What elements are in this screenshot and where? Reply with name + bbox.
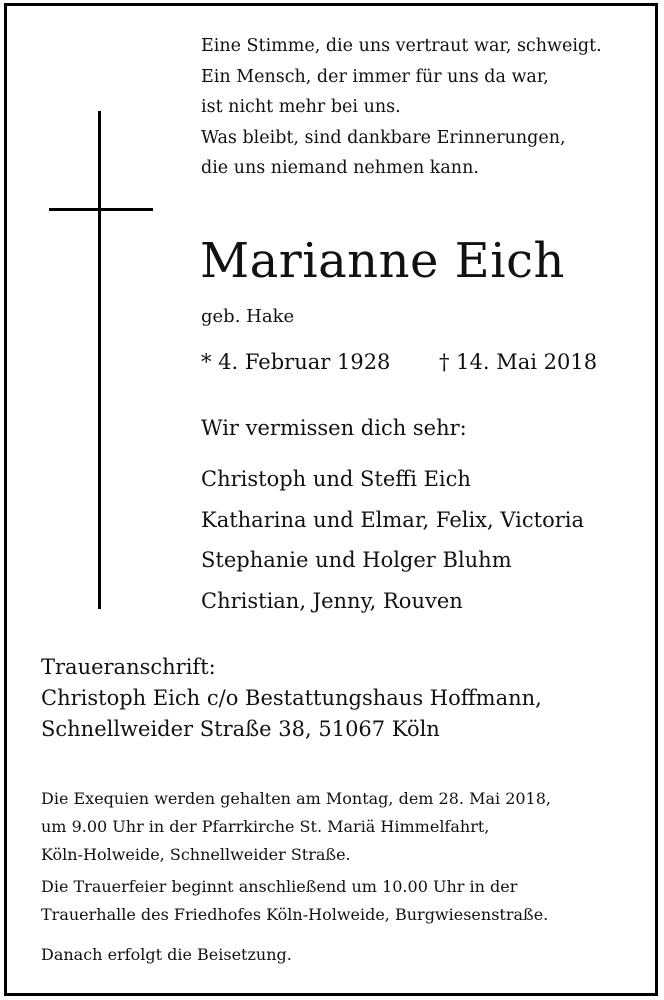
cross-icon (98, 111, 101, 609)
mourners-intro: Wir vermissen dich sehr: (201, 416, 467, 440)
deceased-name: Marianne Eich (200, 233, 565, 289)
address-line: Christoph Eich c/o Bestattungshaus Hoffmann, (41, 686, 542, 710)
cross-icon-bar (49, 208, 153, 211)
memorial-poem (201, 31, 602, 184)
poem-line: Eine Stimme, die uns vertraut war, schweigt. (201, 36, 602, 56)
mourner-line: Katharina und Elmar, Felix, Victoria (201, 507, 585, 532)
maiden-name: geb. Hake (201, 306, 295, 327)
address-line: Schnellweider Straße 38, 51067 Köln (41, 717, 440, 741)
burial-info (41, 941, 631, 969)
memorial-line: Die Trauerfeier beginnt anschließend um 10.00 Uhr in der (41, 877, 518, 896)
birth-date: * 4. Februar 1928 (201, 350, 391, 374)
exequies-info (41, 785, 631, 869)
poem-line: Ein Mensch, der immer für uns da war, (201, 66, 549, 87)
exequies-line: um 9.00 Uhr in der Pfarrkirche St. Mariä Himmelfahrt, (41, 817, 490, 836)
burial-line: Danach erfolgt die Beisetzung. (41, 945, 292, 964)
memorial-line: Trauerhalle des Friedhofes Köln-Holweide, Burgwiesenstraße. (41, 905, 549, 924)
death-date: † 14. Mai 2018 (439, 350, 598, 374)
mourning-address (41, 652, 542, 745)
mourner-line: Christoph und Steffi Eich (201, 467, 471, 491)
poem-line: ist nicht mehr bei uns. (201, 97, 401, 117)
poem-line: die uns niemand nehmen kann. (201, 158, 479, 178)
address-heading: Traueranschrift: (41, 655, 216, 679)
exequies-line: Köln-Holweide, Schnellweider Straße. (41, 845, 351, 864)
memorial-service-info (41, 873, 631, 929)
poem-line: Was bleibt, sind dankbare Erinnerungen, (201, 127, 566, 148)
mourner-line: Christian, Jenny, Rouven (201, 588, 463, 613)
mourner-line: Stephanie und Holger Bluhm (201, 548, 512, 572)
mourners-list (201, 459, 584, 621)
exequies-line: Die Exequien werden gehalten am Montag, dem 28. Mai 2018, (41, 789, 551, 808)
